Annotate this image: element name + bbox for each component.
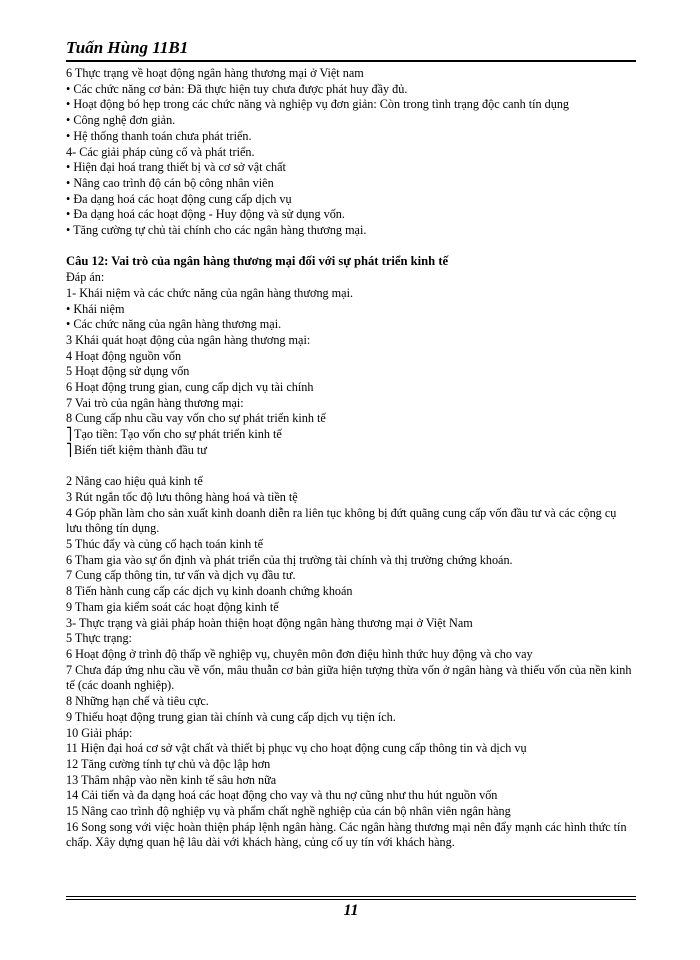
text-line: 2 Nâng cao hiệu quả kinh tế [66, 474, 203, 489]
text-line: 8 Tiến hành cung cấp các dịch vụ kinh doanh chứng khoán [66, 584, 353, 599]
text-line: 9 Tham gia kiểm soát các hoạt động kinh tế [66, 599, 279, 614]
spacer [66, 239, 632, 255]
text-line: 6 Hoạt động trung gian, cung cấp dịch vụ tài chính [66, 380, 314, 395]
text-line: 4 Góp phần làm cho sản xuất kinh doanh diễn ra liên tục không bị đứt quãng cung cấp vốn đầu tư và các cộng cụ lưu thông tín dụng. [66, 505, 617, 536]
text-line: 8 Cung cấp nhu cầu vay vốn cho sự phát triển kinh tế [66, 411, 326, 426]
text-line: 14 Cải tiến và đa dạng hoá các hoạt động cho vay và thu nợ cũng như thu hút nguồn vốn [66, 788, 498, 803]
text-line: 15 Nâng cao trình độ nghiệp vụ và phẩm chất nghề nghiệp của cán bộ nhân viên ngân hàng [66, 804, 511, 819]
text-line: 10 Giải pháp: [66, 725, 133, 740]
text-line: 13 Thâm nhập vào nền kinh tế sâu hơn nữa [66, 772, 277, 787]
footer-rule-upper [66, 896, 636, 897]
spacer [66, 459, 632, 475]
text-line: Tạo tiền: Tạo vốn cho sự phát triển kinh tế [74, 427, 282, 442]
text-line: • Hệ thống thanh toán chưa phát triển. [66, 128, 252, 143]
text-line: 9 Thiếu hoạt động trung gian tài chính và cung cấp dịch vụ tiện ích. [66, 709, 396, 724]
header-title: Tuấn Hùng 11B1 [66, 38, 189, 57]
text-line: 4 Hoạt động nguồn vốn [66, 348, 182, 363]
text-line: 6 Hoạt động ở trình độ thấp về nghiệp vụ, chuyên môn đơn điệu hình thức huy động và cho vay [66, 646, 533, 661]
text-line: 3 Rút ngắn tốc độ lưu thông hàng hoá và tiền tệ [66, 489, 298, 504]
text-line: Đáp án: [66, 270, 105, 285]
page-number: 11 [343, 902, 359, 919]
text-line: 4- Các giải pháp củng cố và phát triển. [66, 144, 255, 159]
text-line: • Các chức năng của ngân hàng thương mại. [66, 317, 282, 332]
brace-line [66, 443, 632, 459]
text-line: • Hoạt động bó hẹp trong các chức năng và nghiệp vụ đơn giản: Còn trong tình trạng độc canh tín dụng [66, 97, 570, 112]
text-line: 3 Khái quát hoạt động của ngân hàng thương mại: [66, 332, 311, 347]
text-line: 5 Thúc đẩy và củng cố hạch toán kinh tế [66, 537, 264, 552]
text-line: 7 Chưa đáp ứng nhu cầu về vốn, mâu thuẫn cơ bản giữa hiện tượng thừa vốn ở ngân hàng và thiếu vốn của nền kinh tế (các doanh nghiệp). [66, 662, 632, 693]
text-line: 3- Thực trạng và giải pháp hoàn thiện hoạt động ngân hàng thương mại ở Việt Nam [66, 615, 473, 630]
text-line: • Khái niệm [66, 301, 125, 316]
page-content [66, 66, 632, 851]
brace-line [66, 427, 632, 443]
bracket-glyph: ⎤ [66, 442, 73, 457]
bracket-glyph: ⎤ [66, 427, 73, 442]
footer-rule-lower [66, 899, 636, 900]
text-line: 6 Thực trạng về hoạt động ngân hàng thương mại ở Việt nam [66, 66, 364, 80]
text-line: • Hiện đại hoá trang thiết bị và cơ sở vật chất [66, 160, 286, 175]
text-line: • Các chức năng cơ bản: Đã thực hiện tuy chưa được phát huy đầy đủ. [66, 81, 408, 96]
text-line: • Đa dạng hoá các hoạt động - Huy động và sử dụng vốn. [66, 207, 345, 222]
text-line: Biến tiết kiệm thành đầu tư [74, 442, 207, 457]
text-line: 12 Tăng cường tính tự chủ và độc lập hơn [66, 756, 271, 771]
section-1 [66, 66, 632, 239]
text-line: 5 Hoạt động sử dụng vốn [66, 364, 190, 379]
text-line: 7 Cung cấp thông tin, tư vấn và dịch vụ đầu tư. [66, 568, 296, 583]
text-line: 11 Hiện đại hoá cơ sở vật chất và thiết bị phục vụ cho hoạt động cung cấp thông tin và dịch vụ [66, 741, 527, 756]
text-line: • Công nghệ đơn giản. [66, 113, 176, 128]
section-2 [66, 270, 632, 458]
section-3 [66, 474, 632, 851]
text-line: 1- Khái niệm và các chức năng của ngân hàng thương mại. [66, 285, 354, 300]
text-line: • Nâng cao trình độ cán bộ công nhân viên [66, 175, 274, 190]
text-line: • Đa dạng hoá các hoạt động cung cấp dịch vụ [66, 191, 292, 206]
question-heading: Câu 12: Vai trò của ngân hàng thương mại đối với sự phát triển kinh tế [66, 254, 449, 269]
text-line: • Tăng cường tự chủ tài chính cho các ngân hàng thương mại. [66, 223, 367, 238]
text-line: 8 Những hạn chế và tiêu cực. [66, 694, 209, 709]
text-line: 7 Vai trò của ngân hàng thương mại: [66, 395, 244, 410]
text-line: 5 Thực trạng: [66, 631, 132, 646]
text-line: 16 Song song với việc hoàn thiện pháp lệnh ngân hàng. Các ngân hàng thương mại nên đẩy mạnh các hình thức tín chấp. Xây dựng quan hệ lâu dài với khách hàng, củng cố uy tín với khách hàng. [66, 819, 627, 850]
header-rule [66, 60, 636, 62]
text-line: 6 Tham gia vào sự ổn định và phát triển của thị trường tài chính và thị trường chứng khoán. [66, 552, 513, 567]
page-header [66, 38, 636, 58]
